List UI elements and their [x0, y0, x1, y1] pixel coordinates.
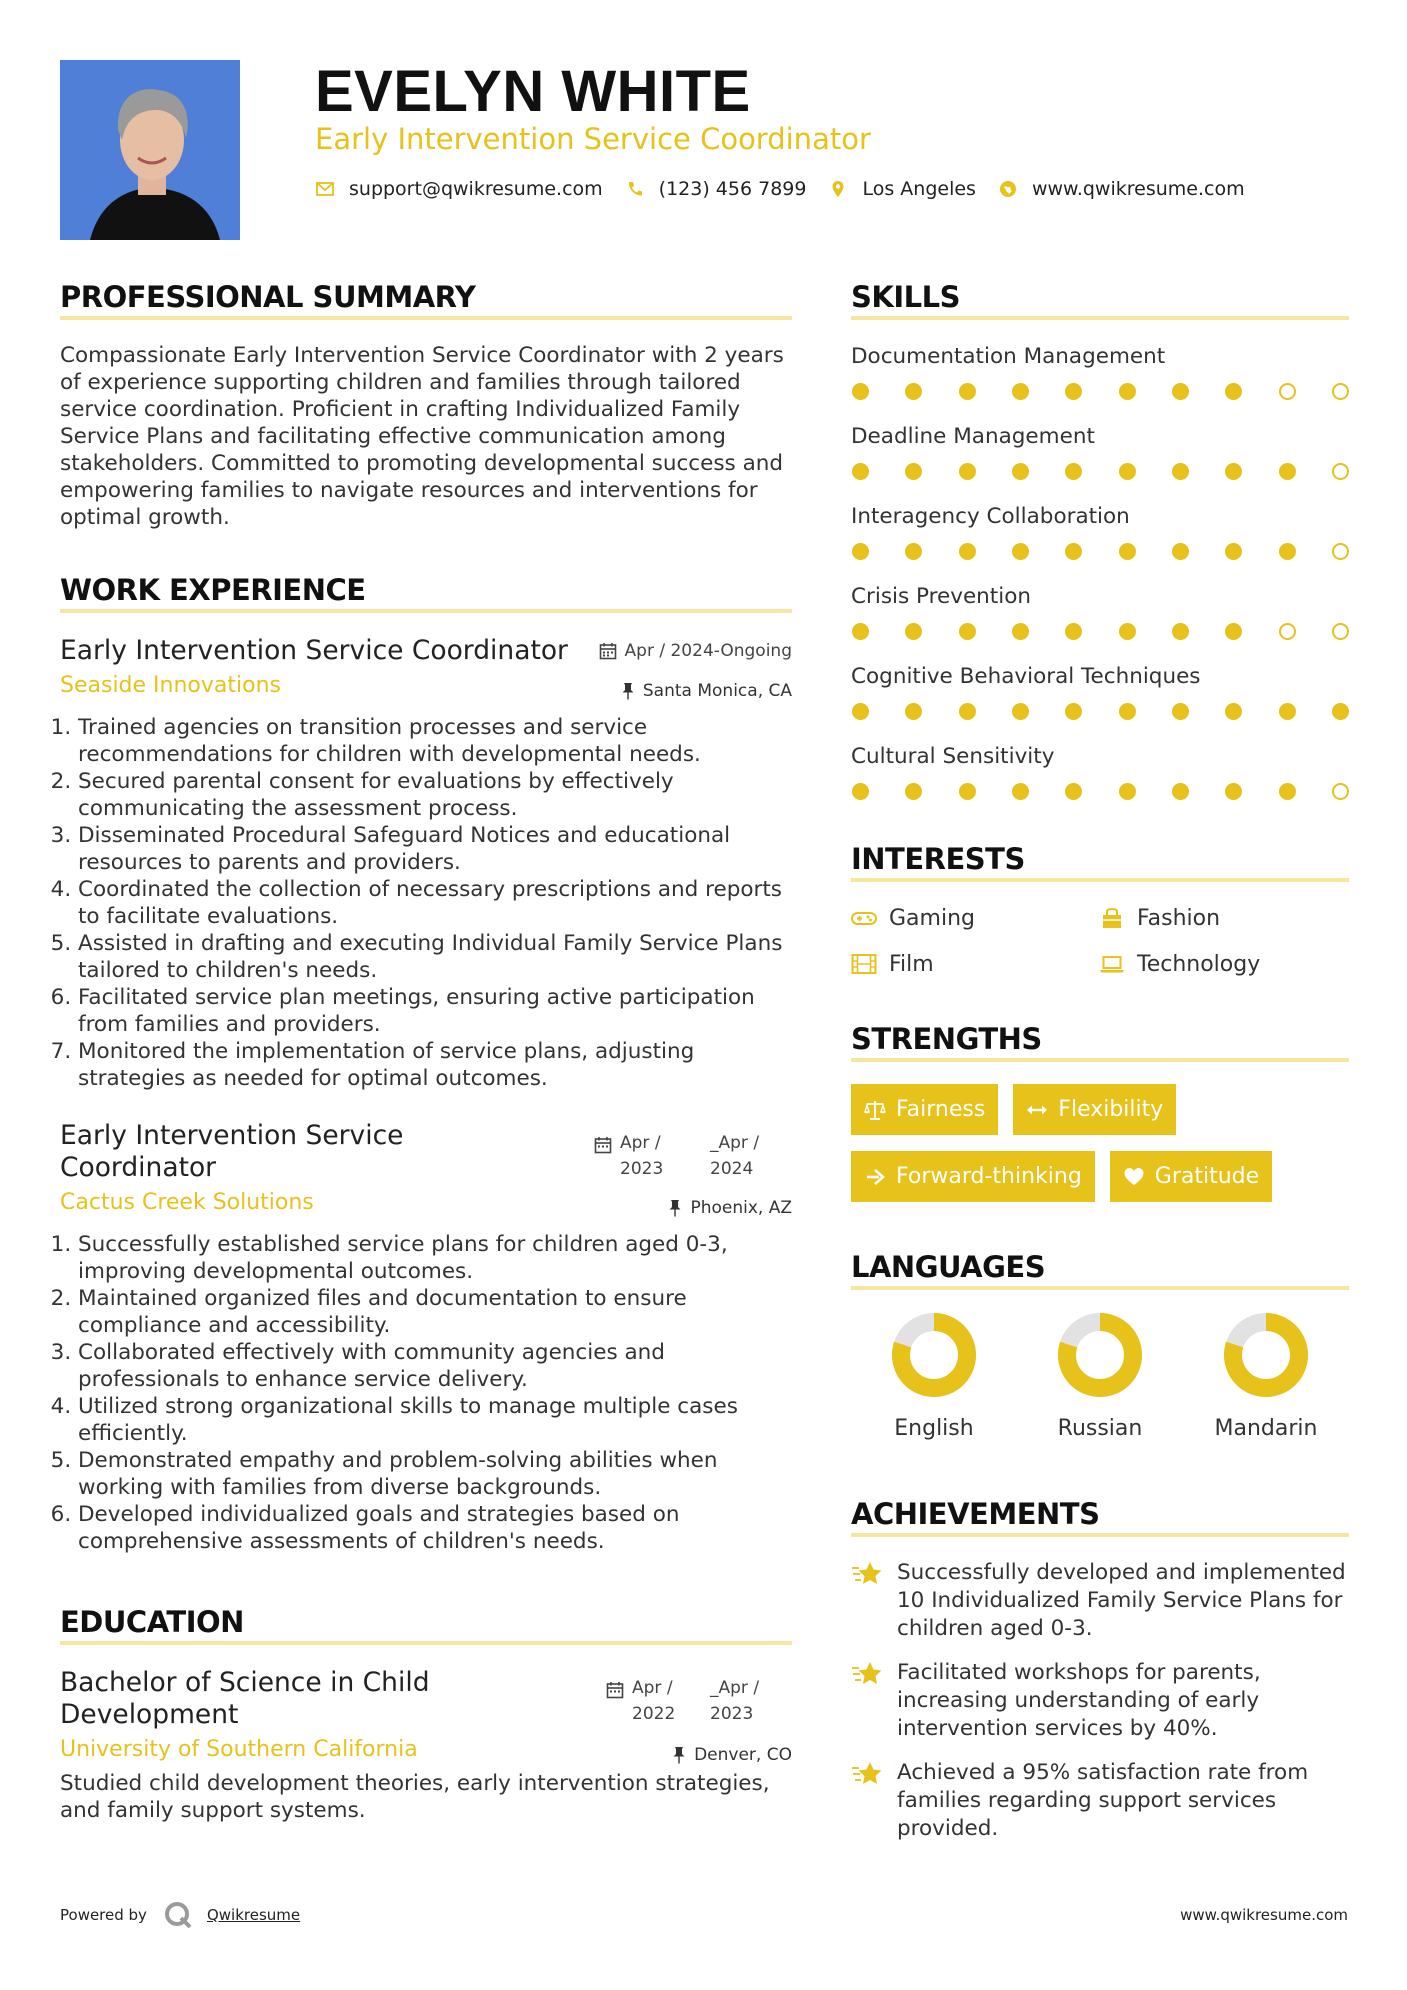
interest-item [1099, 950, 1349, 978]
job-location-text: Phoenix, AZ [690, 1198, 792, 1218]
email-text: support@qwikresume.com [349, 178, 603, 200]
bag-icon [1099, 907, 1125, 929]
rating-dot-filled [1172, 383, 1189, 400]
job-bullets [60, 714, 792, 1092]
company-name: Cactus Creek Solutions [60, 1190, 314, 1215]
education-date-start: Apr / 2022 [632, 1678, 676, 1724]
job-date-text: Apr / 2024-Ongoing [624, 641, 792, 661]
heart-icon [1123, 1166, 1145, 1188]
pushpin-icon [621, 682, 635, 700]
footer-url[interactable]: www.qwikresume.com [1180, 1906, 1348, 1924]
star-icon [851, 1759, 883, 1789]
rating-dot-filled [905, 543, 922, 560]
language-item [851, 1312, 1017, 1441]
rating-dot-filled [1065, 623, 1082, 640]
rating-dot-empty [1332, 783, 1349, 800]
rating-dot-filled [1172, 463, 1189, 480]
rating-dot-empty [1279, 383, 1296, 400]
qwikresume-logo-icon [163, 1900, 193, 1930]
rating-dot-filled [1279, 703, 1296, 720]
language-item [1017, 1312, 1183, 1441]
rating-dot-filled [1225, 383, 1242, 400]
rating-dot-filled [905, 383, 922, 400]
strength-label: Gratitude [1154, 1164, 1260, 1189]
education-description: Studied child development theories, early intervention strategies, and family support systems. [60, 1771, 770, 1823]
language-name: Russian [1057, 1416, 1143, 1441]
skill-rating [851, 623, 1349, 640]
strength-badge [1013, 1084, 1176, 1135]
skill-item [851, 342, 1349, 400]
strength-label: Forward-thinking [896, 1164, 1082, 1189]
achievement-item [851, 1759, 1349, 1843]
candidate-name: EVELYN WHITE [315, 59, 751, 124]
achievements-heading: ACHIEVEMENTS [851, 1493, 1349, 1537]
language-name: English [894, 1416, 974, 1441]
location-text: Los Angeles [862, 178, 976, 200]
rating-dot-filled [905, 783, 922, 800]
education-location [672, 1745, 792, 1765]
interest-item [851, 904, 1099, 932]
interest-item [1099, 904, 1349, 932]
education-dates [606, 1675, 762, 1727]
rating-dot-filled [852, 543, 869, 560]
job-entry [60, 635, 792, 1092]
star-icon [851, 1559, 883, 1589]
rating-dot-filled [1172, 703, 1189, 720]
language-ring [1223, 1312, 1309, 1398]
rating-dot-filled [1119, 463, 1136, 480]
strength-badge [1110, 1151, 1272, 1202]
rating-dot-filled [1119, 703, 1136, 720]
rating-dot-filled [852, 623, 869, 640]
achievement-text: Successfully developed and implemented 10 Individualized Family Service Plans for children aged 0-3. [897, 1560, 1346, 1641]
balance-scale-icon [864, 1099, 886, 1121]
education-entry [60, 1667, 792, 1824]
education-date-end: _Apr / 2023 [710, 1678, 760, 1724]
rating-dot-filled [905, 463, 922, 480]
rating-dot-filled [1119, 383, 1136, 400]
rating-dot-filled [1065, 703, 1082, 720]
languages-heading: LANGUAGES [851, 1246, 1349, 1290]
contact-bar [315, 178, 1267, 200]
list-item: 4. Utilized strong organizational skills to manage multiple cases efficiently. [78, 1393, 792, 1447]
rating-dot-filled [959, 783, 976, 800]
skill-rating [851, 463, 1349, 480]
rating-dot-filled [1119, 543, 1136, 560]
job-dates [599, 641, 792, 661]
envelope-icon [315, 179, 335, 199]
rating-dot-filled [852, 703, 869, 720]
rating-dot-filled [1172, 623, 1189, 640]
left-column [60, 276, 792, 1824]
rating-dot-filled [1119, 623, 1136, 640]
language-name: Mandarin [1214, 1416, 1318, 1441]
experience-heading: WORK EXPERIENCE [60, 569, 792, 613]
job-date-start: Apr / 2023 [620, 1133, 664, 1179]
job-entry [60, 1120, 792, 1555]
rating-dot-filled [1065, 543, 1082, 560]
rating-dot-filled [1012, 703, 1029, 720]
star-icon [851, 1659, 883, 1689]
calendar-icon [594, 1136, 612, 1154]
rating-dot-filled [1012, 783, 1029, 800]
rating-dot-filled [1065, 463, 1082, 480]
interest-label: Technology [1137, 951, 1261, 977]
skill-name: Crisis Prevention [851, 584, 1031, 609]
skill-item [851, 502, 1349, 560]
job-location [621, 681, 792, 701]
education-heading: EDUCATION [60, 1601, 792, 1645]
interest-item [851, 950, 1099, 978]
globe-icon [998, 179, 1018, 199]
list-item: 6. Developed individualized goals and strategies based on comprehensive assessments of children's needs. [78, 1501, 792, 1555]
phone-text: (123) 456 7899 [658, 178, 807, 200]
rating-dot-filled [1279, 463, 1296, 480]
degree-title: Bachelor of Science in Child Development [60, 1667, 430, 1730]
achievement-text: Facilitated workshops for parents, increasing understanding of early intervention services by 40%. [897, 1660, 1261, 1741]
rating-dot-filled [1119, 783, 1136, 800]
summary-heading: PROFESSIONAL SUMMARY [60, 276, 792, 320]
rating-dot-filled [1225, 463, 1242, 480]
rating-dot-empty [1332, 623, 1349, 640]
skill-name: Interagency Collaboration [851, 504, 1130, 529]
achievement-item [851, 1659, 1349, 1743]
rating-dot-empty [1332, 463, 1349, 480]
job-location [668, 1198, 792, 1218]
list-item: 4. Coordinated the collection of necessary prescriptions and reports to facilitate evaluations. [78, 876, 792, 930]
job-bullets [60, 1231, 792, 1555]
profile-photo [60, 60, 240, 240]
school-name: University of Southern California [60, 1737, 418, 1762]
skill-name: Cognitive Behavioral Techniques [851, 664, 1201, 689]
rating-dot-empty [1279, 623, 1296, 640]
contact-location [828, 178, 975, 200]
interest-label: Film [889, 951, 934, 977]
rating-dot-filled [1172, 783, 1189, 800]
rating-dot-filled [1225, 543, 1242, 560]
rating-dot-filled [1172, 543, 1189, 560]
rating-dot-filled [1225, 623, 1242, 640]
rating-dot-filled [1012, 623, 1029, 640]
rating-dot-filled [1065, 783, 1082, 800]
summary-text: Compassionate Early Intervention Service Coordinator with 2 years of experience supporting children and families through tailored service coordination. Proficient in crafting Individualized Family Service Plans and facilitating effective communication among stakeholders. Committed to promoting developmental success and empowering families to navigate resources and interventions for optimal growth. [60, 343, 784, 530]
rating-dot-filled [1332, 703, 1349, 720]
phone-icon [625, 179, 645, 199]
pushpin-icon [672, 1746, 686, 1764]
skill-item [851, 582, 1349, 640]
language-ring [1057, 1312, 1143, 1398]
rating-dot-filled [852, 383, 869, 400]
language-item [1183, 1312, 1349, 1441]
list-item: 5. Demonstrated empathy and problem-solving abilities when working with families from diverse backgrounds. [78, 1447, 792, 1501]
list-item: 3. Disseminated Procedural Safeguard Notices and educational resources to parents and providers. [78, 822, 792, 876]
job-date-end: _Apr / 2024 [710, 1133, 760, 1179]
candidate-title: Early Intervention Service Coordinator [315, 122, 871, 156]
right-column [851, 276, 1349, 1859]
calendar-icon [599, 642, 617, 660]
rating-dot-filled [1012, 383, 1029, 400]
skill-item [851, 742, 1349, 800]
skill-rating [851, 783, 1349, 800]
arrow-right-icon [864, 1166, 886, 1188]
list-item: 3. Collaborated effectively with community agencies and professionals to enhance service delivery. [78, 1339, 792, 1393]
rating-dot-filled [959, 703, 976, 720]
rating-dot-filled [959, 543, 976, 560]
skill-rating [851, 383, 1349, 400]
rating-dot-filled [1279, 783, 1296, 800]
contact-email[interactable] [315, 178, 603, 200]
list-item: 7. Monitored the implementation of service plans, adjusting strategies as needed for optimal outcomes. [78, 1038, 792, 1092]
interests-heading: INTERESTS [851, 838, 1349, 882]
film-icon [851, 953, 877, 975]
interest-label: Gaming [889, 905, 975, 931]
strength-label: Flexibility [1058, 1097, 1164, 1122]
rating-dot-filled [1225, 783, 1242, 800]
contact-phone[interactable] [625, 178, 807, 200]
language-ring [891, 1312, 977, 1398]
powered-by-text: Powered by [60, 1906, 147, 1924]
list-item: 1. Trained agencies on transition processes and service recommendations for children with developmental needs. [78, 714, 792, 768]
gamepad-icon [851, 907, 877, 929]
skill-name: Deadline Management [851, 424, 1095, 449]
skill-item [851, 662, 1349, 720]
achievement-item [851, 1559, 1349, 1643]
rating-dot-filled [1065, 383, 1082, 400]
skill-rating [851, 703, 1349, 720]
achievements-list [851, 1559, 1349, 1843]
rating-dot-filled [905, 623, 922, 640]
rating-dot-filled [959, 623, 976, 640]
brand-link[interactable]: Qwikresume [206, 1906, 301, 1924]
skill-rating [851, 543, 1349, 560]
rating-dot-filled [852, 463, 869, 480]
arrows-horizontal-icon [1026, 1099, 1048, 1121]
rating-dot-filled [1279, 543, 1296, 560]
footer-branding [60, 1900, 300, 1930]
contact-website[interactable] [998, 178, 1245, 200]
job-dates [594, 1130, 762, 1182]
job-title: Early Intervention Service Coordinator [60, 1120, 404, 1183]
achievement-text: Achieved a 95% satisfaction rate from families regarding support services provided. [897, 1760, 1309, 1841]
list-item: 2. Secured parental consent for evaluations by effectively communicating the assessment process. [78, 768, 792, 822]
strength-badge [851, 1084, 998, 1135]
skills-list [851, 342, 1349, 800]
skill-name: Documentation Management [851, 344, 1166, 369]
skill-item [851, 422, 1349, 480]
interests-list [851, 904, 1349, 978]
list-item: 2. Maintained organized files and documentation to ensure compliance and accessibility. [78, 1285, 792, 1339]
list-item: 1. Successfully established service plans for children aged 0-3, improving developmental outcomes. [78, 1231, 792, 1285]
skill-name: Cultural Sensitivity [851, 744, 1055, 769]
laptop-icon [1099, 953, 1125, 975]
strengths-heading: STRENGTHS [851, 1018, 1349, 1062]
list-item: 6. Facilitated service plan meetings, ensuring active participation from families and providers. [78, 984, 792, 1038]
rating-dot-filled [1012, 543, 1029, 560]
rating-dot-filled [959, 383, 976, 400]
company-name: Seaside Innovations [60, 673, 281, 698]
job-title: Early Intervention Service Coordinator [60, 635, 568, 666]
rating-dot-filled [1012, 463, 1029, 480]
list-item: 5. Assisted in drafting and executing Individual Family Service Plans tailored to children's needs. [78, 930, 792, 984]
strength-label: Fairness [896, 1097, 986, 1122]
job-location-text: Santa Monica, CA [642, 681, 792, 701]
rating-dot-filled [959, 463, 976, 480]
rating-dot-filled [905, 703, 922, 720]
rating-dot-filled [852, 783, 869, 800]
interest-label: Fashion [1137, 905, 1221, 931]
pushpin-icon [668, 1199, 682, 1217]
website-text: www.qwikresume.com [1031, 178, 1245, 200]
rating-dot-empty [1332, 543, 1349, 560]
education-location-text: Denver, CO [694, 1745, 792, 1765]
rating-dot-empty [1332, 383, 1349, 400]
map-pin-icon [828, 179, 848, 199]
languages-list [851, 1312, 1349, 1441]
calendar-icon [606, 1681, 624, 1699]
strength-badge [851, 1151, 1095, 1202]
strengths-list [851, 1084, 1349, 1202]
rating-dot-filled [1225, 703, 1242, 720]
skills-heading: SKILLS [851, 276, 1349, 320]
